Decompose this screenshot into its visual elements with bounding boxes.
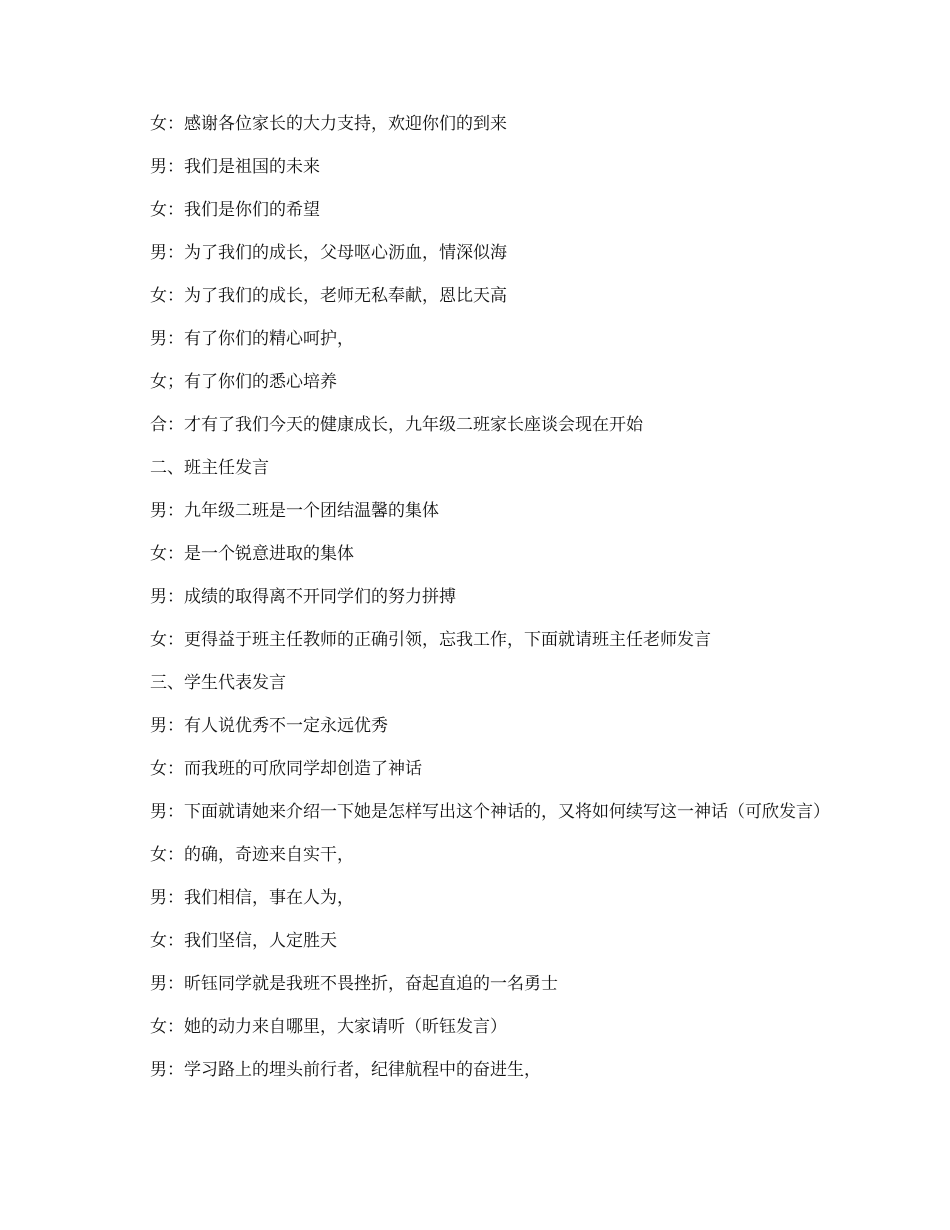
section-heading: 三、学生代表发言 (150, 673, 286, 693)
paragraph: 女：而我班的可欣同学却创造了神话 (150, 759, 422, 779)
paragraph: 男：下面就请她来介绍一下她是怎样写出这个神话的，又将如何续写这一神话（可欣发言） (150, 802, 830, 822)
paragraph: 女：我们坚信，人定胜天 (150, 931, 337, 951)
paragraph: 男：学习路上的埋头前行者，纪律航程中的奋进生， (150, 1060, 541, 1080)
paragraph: 女：感谢各位家长的大力支持，欢迎你们的到来 (150, 114, 507, 134)
paragraph: 女：的确，奇迹来自实干， (150, 845, 354, 865)
paragraph: 男：有了你们的精心呵护， (150, 329, 354, 349)
paragraph: 合：才有了我们今天的健康成长，九年级二班家长座谈会现在开始 (150, 415, 643, 435)
document-body (113, 112, 843, 1101)
paragraph: 男：有人说优秀不一定永远优秀 (150, 716, 388, 736)
paragraph: 女：为了我们的成长，老师无私奉献，恩比天高 (150, 286, 507, 306)
paragraph: 女：更得益于班主任教师的正确引领，忘我工作，下面就请班主任老师发言 (150, 630, 711, 650)
paragraph: 男：成绩的取得离不开同学们的努力拼搏 (150, 587, 456, 607)
paragraph: 男：我们相信，事在人为， (150, 888, 354, 908)
paragraph: 女：是一个锐意进取的集体 (150, 544, 354, 564)
paragraph: 女；有了你们的悉心培养 (150, 372, 337, 392)
paragraph: 男：九年级二班是一个团结温馨的集体 (150, 501, 439, 521)
section-heading: 二、班主任发言 (150, 458, 269, 478)
paragraph: 女：她的动力来自哪里，大家请听（昕钰发言） (150, 1017, 507, 1037)
paragraph: 男：我们是祖国的未来 (150, 157, 320, 177)
paragraph: 男：昕钰同学就是我班不畏挫折，奋起直追的一名勇士 (150, 974, 558, 994)
paragraph: 女：我们是你们的希望 (150, 200, 320, 220)
paragraph: 男：为了我们的成长，父母呕心沥血，情深似海 (150, 243, 507, 263)
